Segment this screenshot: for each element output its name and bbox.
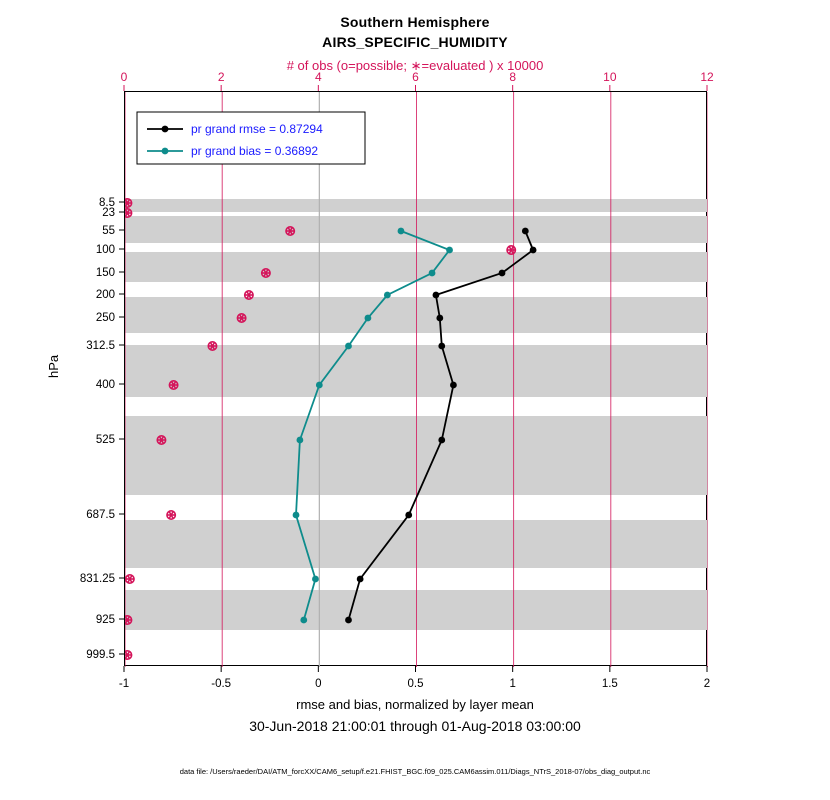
x2-tick-label: 12 xyxy=(700,70,714,84)
x2-tick-label: 4 xyxy=(314,70,322,84)
y-tick-label: 400 xyxy=(95,379,115,391)
bias-point xyxy=(345,343,352,350)
rmse-point xyxy=(438,343,445,350)
rmse-point xyxy=(405,512,412,519)
x-tick-label: 2 xyxy=(703,678,711,690)
title-line-variable: AIRS_SPECIFIC_HUMIDITY xyxy=(322,34,508,50)
plot-svg xyxy=(125,92,708,667)
bias-point xyxy=(312,576,319,583)
y-tick-label: 8.5 xyxy=(99,197,115,209)
y-tick-label: 200 xyxy=(95,289,115,301)
y-tick-label: 312.5 xyxy=(86,340,115,352)
bias-point xyxy=(429,270,436,277)
y-tick-label: 999.5 xyxy=(86,649,115,661)
bias-point xyxy=(316,382,323,389)
bias-point xyxy=(365,315,372,322)
bias-point xyxy=(293,512,300,519)
date-range-label: 30-Jun-2018 21:00:01 through 01-Aug-2018 03:00:00 xyxy=(249,718,581,734)
y-tick-label: 55 xyxy=(102,225,115,237)
data-file-note: data file: /Users/raeder/DAI/ATM_forcXX/CAM6_setup/f.e21.FHIST_BGC.f09_025.CAM6assim.011/Diags_NTrS_2018-07/obs_diag_output.nc xyxy=(179,767,651,776)
x2-tick-label: 2 xyxy=(217,70,225,84)
legend-label: pr grand bias = 0.36892 xyxy=(191,144,319,158)
plot-area xyxy=(124,91,707,666)
bias-point xyxy=(398,228,405,235)
y-axis-label: hPa xyxy=(46,354,61,378)
y-tick-label: 925 xyxy=(95,614,115,626)
x-tick-label: 0 xyxy=(315,678,322,690)
rmse-point xyxy=(436,315,443,322)
rmse-point xyxy=(357,576,364,583)
y-tick-label: 687.5 xyxy=(86,509,115,521)
bias-point xyxy=(446,247,453,254)
top-axis-label: # of obs (o=possible; ∗=evaluated ) x 10000 xyxy=(286,58,544,73)
bias-point xyxy=(384,292,391,299)
x-axis-label: rmse and bias, normalized by layer mean xyxy=(296,697,534,712)
y-tick-label: 831.25 xyxy=(79,573,115,585)
rmse-point xyxy=(438,437,445,444)
bias-point xyxy=(297,437,304,444)
y-tick-label: 100 xyxy=(95,244,115,256)
y-tick-label: 150 xyxy=(95,267,115,279)
x2-tick-label: 10 xyxy=(603,70,617,84)
x-tick-label: 1.5 xyxy=(601,678,618,690)
y-tick-label: 525 xyxy=(95,434,115,446)
legend xyxy=(137,112,365,164)
title-line-region: Southern Hemisphere xyxy=(340,14,490,30)
legend-label: pr grand rmse = 0.87294 xyxy=(191,122,323,136)
bias-point xyxy=(300,617,307,624)
rmse-point xyxy=(522,228,529,235)
rmse-point xyxy=(499,270,506,277)
x-tick-label: 0.5 xyxy=(407,678,424,690)
x-tick-label: -0.5 xyxy=(211,678,232,690)
y-tick-label: 23 xyxy=(102,207,115,219)
rmse-point xyxy=(433,292,440,299)
x2-tick-label: 8 xyxy=(509,70,517,84)
rmse-point xyxy=(450,382,457,389)
x-tick-label: -1 xyxy=(118,678,130,690)
rmse-point xyxy=(530,247,537,254)
legend-marker xyxy=(162,148,169,155)
x2-tick-label: 6 xyxy=(412,70,419,84)
x-tick-label: 1 xyxy=(509,678,516,690)
y-tick-label: 250 xyxy=(95,312,115,324)
x2-tick-label: 0 xyxy=(120,70,128,84)
chart-title xyxy=(0,12,830,52)
legend-marker xyxy=(162,126,169,133)
rmse-point xyxy=(345,617,352,624)
